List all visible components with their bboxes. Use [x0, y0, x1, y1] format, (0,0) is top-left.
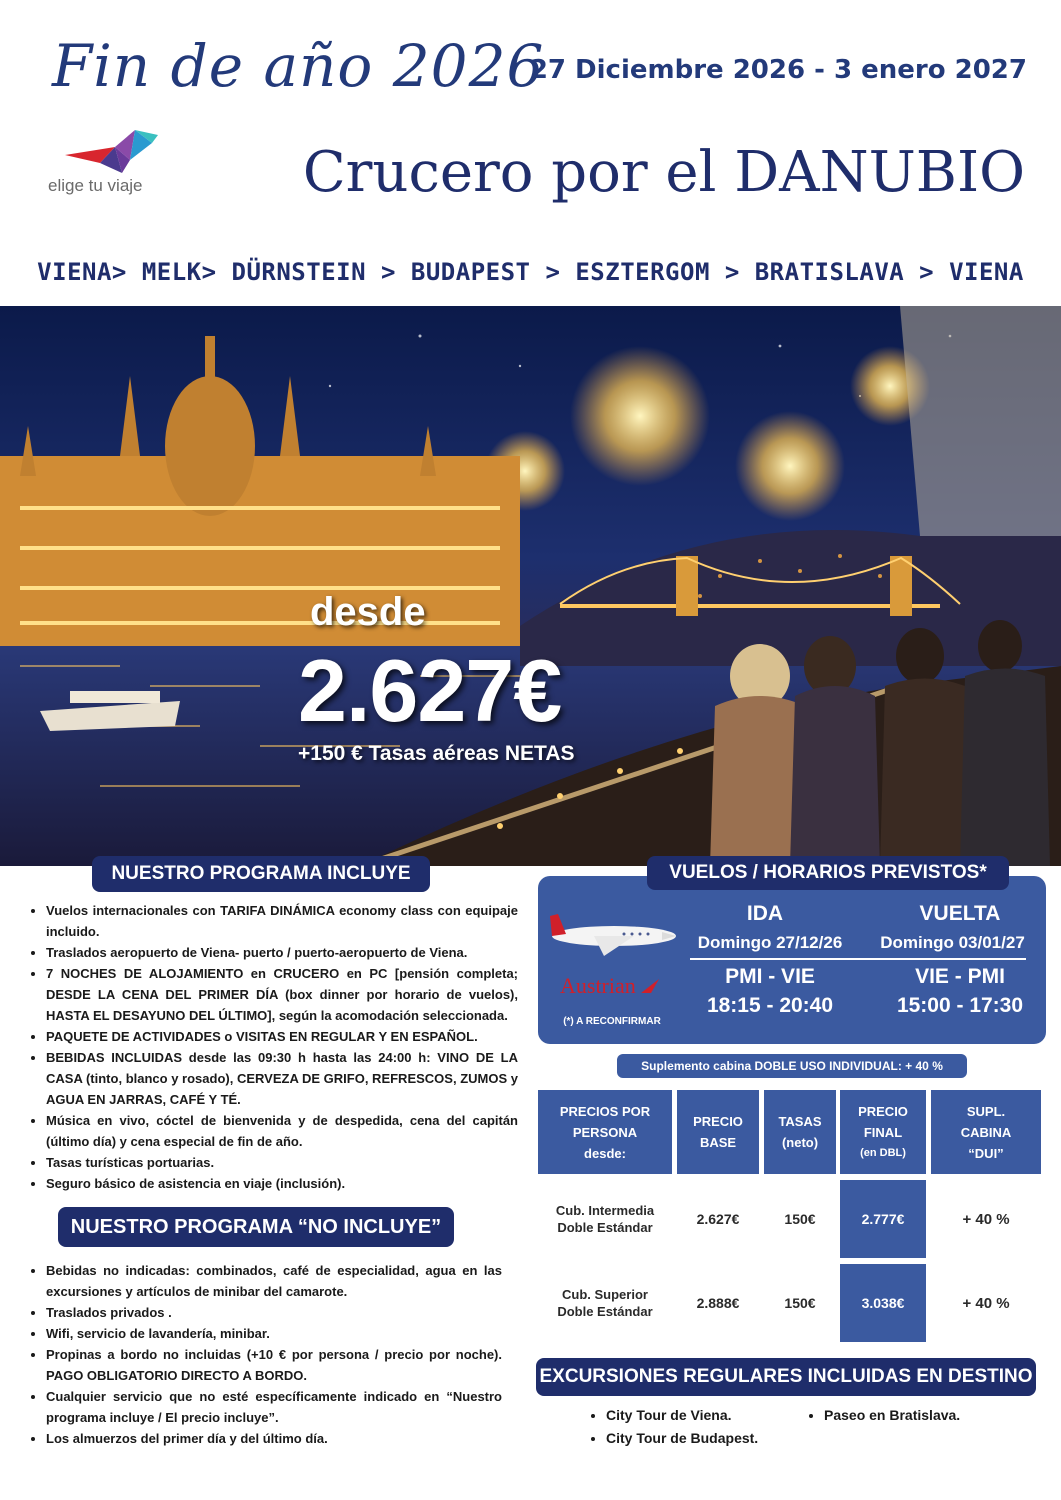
header-line: SUPL. — [966, 1103, 1006, 1119]
list-item: • Propinas a bordo no incluidas (+10 € por persona / precio por noche). PAGO OBLIGATORIO DIRECTO A BORDO. — [46, 1344, 502, 1386]
price-tax-note: +150 € Tasas aéreas NETAS — [298, 742, 575, 765]
list-item: • Tasas turísticas portuarias. — [46, 1152, 518, 1173]
outbound-date: Domingo 27/12/26 — [697, 933, 843, 952]
not-includes-heading: NUESTRO PROGRAMA “NO INCLUYE” — [58, 1207, 454, 1247]
flights-heading: VUELOS / HORARIOS PREVISTOS* — [647, 856, 1009, 890]
outbound-times: 18:15 - 20:40 — [706, 994, 834, 1017]
table-row-cabin — [538, 1180, 672, 1258]
header-line: PRECIOS POR — [559, 1103, 651, 1119]
return-route: VIE - PMI — [915, 965, 1005, 988]
list-item: • Paseo en Bratislava. — [824, 1404, 1006, 1427]
table-cell-base: 2.888€ — [696, 1294, 740, 1311]
header-line: BASE — [699, 1135, 737, 1150]
outbound-route: PMI - VIE — [725, 965, 815, 988]
table-cell-supp: + 40 % — [962, 1294, 1010, 1312]
airline-name: Austrian — [560, 973, 636, 998]
header-line: CABINA — [960, 1124, 1012, 1140]
excursions-heading: EXCURSIONES REGULARES INCLUIDAS EN DESTINO — [536, 1358, 1036, 1396]
brand-name: elige tu viaje — [48, 176, 143, 195]
cabin-line: Cub. Intermedia — [555, 1203, 655, 1218]
supplement-badge: Suplemento cabina DOBLE USO INDIVIDUAL: + 40 % — [617, 1054, 967, 1078]
includes-list — [26, 900, 518, 1194]
price-value: 2.627€ — [298, 641, 562, 740]
header-line: PRECIO — [693, 1114, 743, 1129]
airplane-icon — [544, 908, 684, 958]
route-line: VIENA> MELK> DÜRNSTEIN > BUDAPEST > ESZTERGOM > BRATISLAVA > VIENA — [37, 258, 1024, 286]
divider — [690, 958, 1026, 960]
page-title: Crucero por el DANUBIO — [302, 140, 1025, 205]
list-item: • Vuelos internacionales con TARIFA DINÁMICA economy class con equipaje incluido. — [46, 900, 518, 942]
list-item: • Wifi, servicio de lavandería, minibar. — [46, 1323, 502, 1344]
cabin-line: Cub. Superior — [562, 1287, 648, 1302]
travel-dates: 27 Diciembre 2026 - 3 enero 2027 — [529, 55, 1027, 85]
outbound-label: IDA — [746, 902, 784, 925]
airline-logo — [560, 973, 659, 999]
reconfirm-note: (*) A RECONFIRMAR — [563, 1016, 661, 1027]
cabin-line: Doble Estándar — [557, 1304, 653, 1319]
header-line: FINAL — [863, 1124, 903, 1140]
header-line: (en DBL) — [860, 1146, 906, 1159]
list-item: • Cualquier servicio que no esté específicamente indicado en “Nuestro programa incluye / El precio incluye”. — [46, 1386, 502, 1428]
table-header-final — [840, 1090, 926, 1174]
table-header-taxes — [764, 1090, 836, 1174]
hero-image — [0, 306, 1061, 866]
cabin-line: Doble Estándar — [557, 1220, 653, 1235]
not-includes-list — [26, 1260, 502, 1449]
header-line: (neto) — [781, 1135, 819, 1150]
table-cell-final: 2.777€ — [840, 1180, 926, 1258]
table-header-supp — [931, 1090, 1041, 1174]
table-header-per-person — [538, 1090, 672, 1174]
table-cell-final: 3.038€ — [840, 1264, 926, 1342]
table-cell-supp: + 40 % — [962, 1210, 1010, 1228]
table-cell-taxes: 150€ — [784, 1210, 816, 1227]
table-header-base — [677, 1090, 759, 1174]
list-item: • Traslados aeropuerto de Viena- puerto / puerto-aeropuerto de Viena. — [46, 942, 518, 963]
list-item: • 7 NOCHES DE ALOJAMIENTO en CRUCERO en PC [pensión completa; DESDE LA CENA DEL PRIMER DÍA (box dinner por horario de vuelos), HASTA EL DESAYUNO DEL ÚLTIMO], según la acomodación seleccionada. — [46, 963, 518, 1026]
table-cell-taxes: 150€ — [784, 1294, 816, 1311]
price-from-label: desde — [310, 590, 426, 634]
list-item: • Seguro básico de asistencia en viaje (inclusión). — [46, 1173, 518, 1194]
includes-heading: NUESTRO PROGRAMA INCLUYE — [92, 856, 430, 892]
return-date: Domingo 03/01/27 — [880, 933, 1025, 952]
airline-arrow-icon — [641, 979, 659, 993]
table-row-cabin — [538, 1264, 672, 1342]
list-item: • PAQUETE DE ACTIVIDADES o VISITAS EN REGULAR Y EN ESPAÑOL. — [46, 1026, 518, 1047]
table-cell-base: 2.627€ — [696, 1210, 740, 1227]
excursions-list — [588, 1404, 788, 1450]
header-line: “DUI” — [968, 1145, 1004, 1161]
excursions-list — [806, 1404, 1006, 1427]
script-title: Fin de año 2026 — [52, 32, 545, 100]
return-times: 15:00 - 17:30 — [896, 994, 1024, 1017]
list-item: • Bebidas no indicadas: combinados, café de especialidad, agua en las excursiones y artículos de minibar del camarote. — [46, 1260, 502, 1302]
header-line: PERSONA — [572, 1124, 638, 1140]
list-item: • Música en vivo, cóctel de bienvenida y de despedida, cena del capitán (último día) y cena especial de fin de año. — [46, 1110, 518, 1152]
list-item: • City Tour de Budapest. — [606, 1427, 788, 1450]
list-item: • City Tour de Viena. — [606, 1404, 788, 1427]
header-line: TASAS — [778, 1114, 822, 1129]
list-item: • BEBIDAS INCLUIDAS desde las 09:30 h hasta las 24:00 h: VINO DE LA CASA (tinto, blanco y rosado), CERVEZA DE GRIFO, REFRESCOS, ZUMOS y AGUA EN JARRAS, CAFÉ Y TÉ. — [46, 1047, 518, 1110]
return-label: VUELTA — [919, 902, 1001, 925]
list-item: • Traslados privados . — [46, 1302, 502, 1323]
list-item: • Los almuerzos del primer día y del último día. — [46, 1428, 502, 1449]
header-line: desde: — [584, 1145, 626, 1161]
header-line: PRECIO — [858, 1103, 908, 1119]
